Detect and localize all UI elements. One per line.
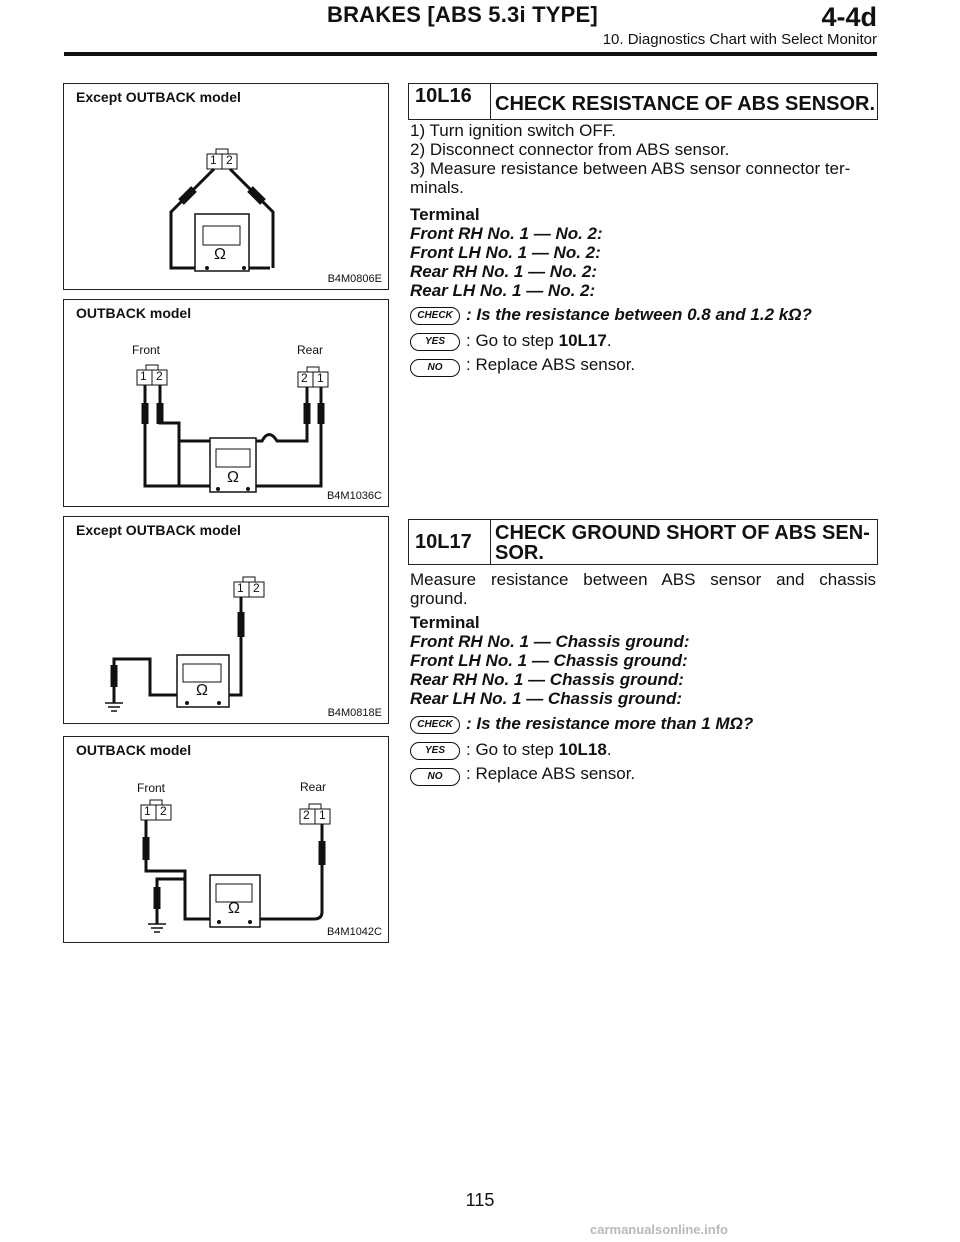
- wiring-diagram: [64, 300, 388, 506]
- step-instructions: [410, 570, 876, 608]
- rear-pin-1: 1: [317, 371, 324, 385]
- ohm-symbol: Ω: [228, 900, 240, 917]
- front-pin-1: 1: [144, 804, 151, 818]
- wiring-diagram: [64, 737, 388, 942]
- step-title: CHECK RESISTANCE OF ABS SENSOR.: [495, 93, 876, 115]
- figure-except-outback-ground: [63, 516, 389, 724]
- yes-suffix: .: [606, 740, 612, 759]
- header-title: BRAKES [ABS 5.3i TYPE]: [327, 2, 598, 27]
- yes-suffix: .: [606, 331, 612, 350]
- section-code: 4-4d: [821, 2, 877, 32]
- step-title: [491, 520, 877, 564]
- rear-pin-2: 2: [301, 371, 308, 385]
- pin-2: 2: [226, 153, 233, 167]
- step-instructions: [410, 121, 880, 197]
- rear-label: Rear: [300, 780, 327, 794]
- figure-code: B4M0818E: [327, 707, 382, 719]
- rear-pin-2: 2: [303, 808, 310, 822]
- instruction-line: ground.: [410, 589, 468, 608]
- figure-outback-ground: [63, 736, 389, 943]
- figure-title: Except OUTBACK model: [76, 522, 241, 538]
- figure-title: OUTBACK model: [76, 305, 192, 321]
- yes-prefix: : Go to step: [466, 740, 559, 759]
- yes-badge: YES: [410, 333, 460, 351]
- ohm-symbol: Ω: [196, 682, 208, 699]
- terminal-line: Rear LH No. 1 — No. 2:: [410, 281, 596, 300]
- no-badge: NO: [410, 359, 460, 377]
- page-number: 115: [465, 1190, 495, 1210]
- no-badge: NO: [410, 768, 460, 786]
- terminal-line: Front RH No. 1 — Chassis ground:: [410, 632, 690, 651]
- check-question: : Is the resistance more than 1 MΩ?: [466, 714, 754, 733]
- yes-answer: [466, 331, 612, 351]
- wiring-diagram: [64, 517, 388, 723]
- footer-watermark: carmanualsonline.info: [590, 1222, 728, 1237]
- terminal-list: [410, 205, 880, 300]
- yes-prefix: : Go to step: [466, 331, 559, 350]
- figure-title: OUTBACK model: [76, 742, 192, 758]
- step-number: 10L17: [409, 520, 491, 564]
- step-title-line: SOR.: [495, 542, 544, 564]
- instruction-line: Measure resistance between ABS sensor and chassis: [410, 570, 876, 589]
- terminal-line: Rear RH No. 1 — No. 2:: [410, 262, 598, 281]
- terminal-line: Front RH No. 1 — No. 2:: [410, 224, 603, 243]
- terminal-line: Rear LH No. 1 — Chassis ground:: [410, 689, 683, 708]
- front-pin-1: 1: [140, 369, 147, 383]
- pin-2: 2: [253, 581, 260, 595]
- header-rule: [64, 52, 877, 56]
- check-badge: CHECK: [410, 716, 460, 734]
- step-number: 10L16: [409, 84, 491, 119]
- ohm-symbol: Ω: [227, 469, 239, 486]
- pin-1: 1: [210, 153, 217, 167]
- no-answer: : Replace ABS sensor.: [466, 355, 636, 374]
- rear-label: Rear: [297, 343, 324, 357]
- figure-title: Except OUTBACK model: [76, 89, 241, 105]
- terminal-line: Rear RH No. 1 — Chassis ground:: [410, 670, 684, 689]
- ohm-symbol: Ω: [214, 246, 226, 263]
- terminal-list: [410, 613, 880, 708]
- step-header-10L17: [408, 519, 878, 565]
- instruction-line: 3) Measure resistance between ABS sensor connector ter-: [410, 159, 851, 178]
- terminal-heading: Terminal: [410, 205, 480, 224]
- instruction-line: 1) Turn ignition switch OFF.: [410, 121, 616, 140]
- instruction-line: minals.: [410, 178, 464, 197]
- instruction-line: 2) Disconnect connector from ABS sensor.: [410, 140, 730, 159]
- yes-badge: YES: [410, 742, 460, 760]
- figure-code: B4M1036C: [326, 490, 382, 502]
- figure-outback-resistance: [63, 299, 389, 507]
- yes-target: 10L18: [558, 740, 607, 759]
- no-answer: : Replace ABS sensor.: [466, 764, 636, 783]
- terminal-line: Front LH No. 1 — Chassis ground:: [410, 651, 688, 670]
- wiring-diagram: [64, 84, 388, 289]
- terminal-heading: Terminal: [410, 613, 480, 632]
- front-pin-2: 2: [156, 369, 163, 383]
- figure-except-outback-resistance: [63, 83, 389, 290]
- front-pin-2: 2: [160, 804, 167, 818]
- header-subtitle: 10. Diagnostics Chart with Select Monitor: [602, 31, 877, 48]
- front-label: Front: [137, 781, 166, 795]
- figure-code: B4M1042C: [326, 926, 382, 938]
- front-label: Front: [132, 343, 161, 357]
- step-header-10L16: [408, 83, 878, 120]
- pin-1: 1: [237, 581, 244, 595]
- step-title-line: CHECK GROUND SHORT OF ABS SEN-: [495, 522, 870, 544]
- check-badge: CHECK: [410, 307, 460, 325]
- yes-target: 10L17: [558, 331, 607, 350]
- yes-answer: [466, 740, 612, 760]
- figure-code: B4M0806E: [327, 273, 382, 285]
- check-question: : Is the resistance between 0.8 and 1.2 kΩ?: [466, 305, 812, 324]
- terminal-line: Front LH No. 1 — No. 2:: [410, 243, 601, 262]
- rear-pin-1: 1: [319, 808, 326, 822]
